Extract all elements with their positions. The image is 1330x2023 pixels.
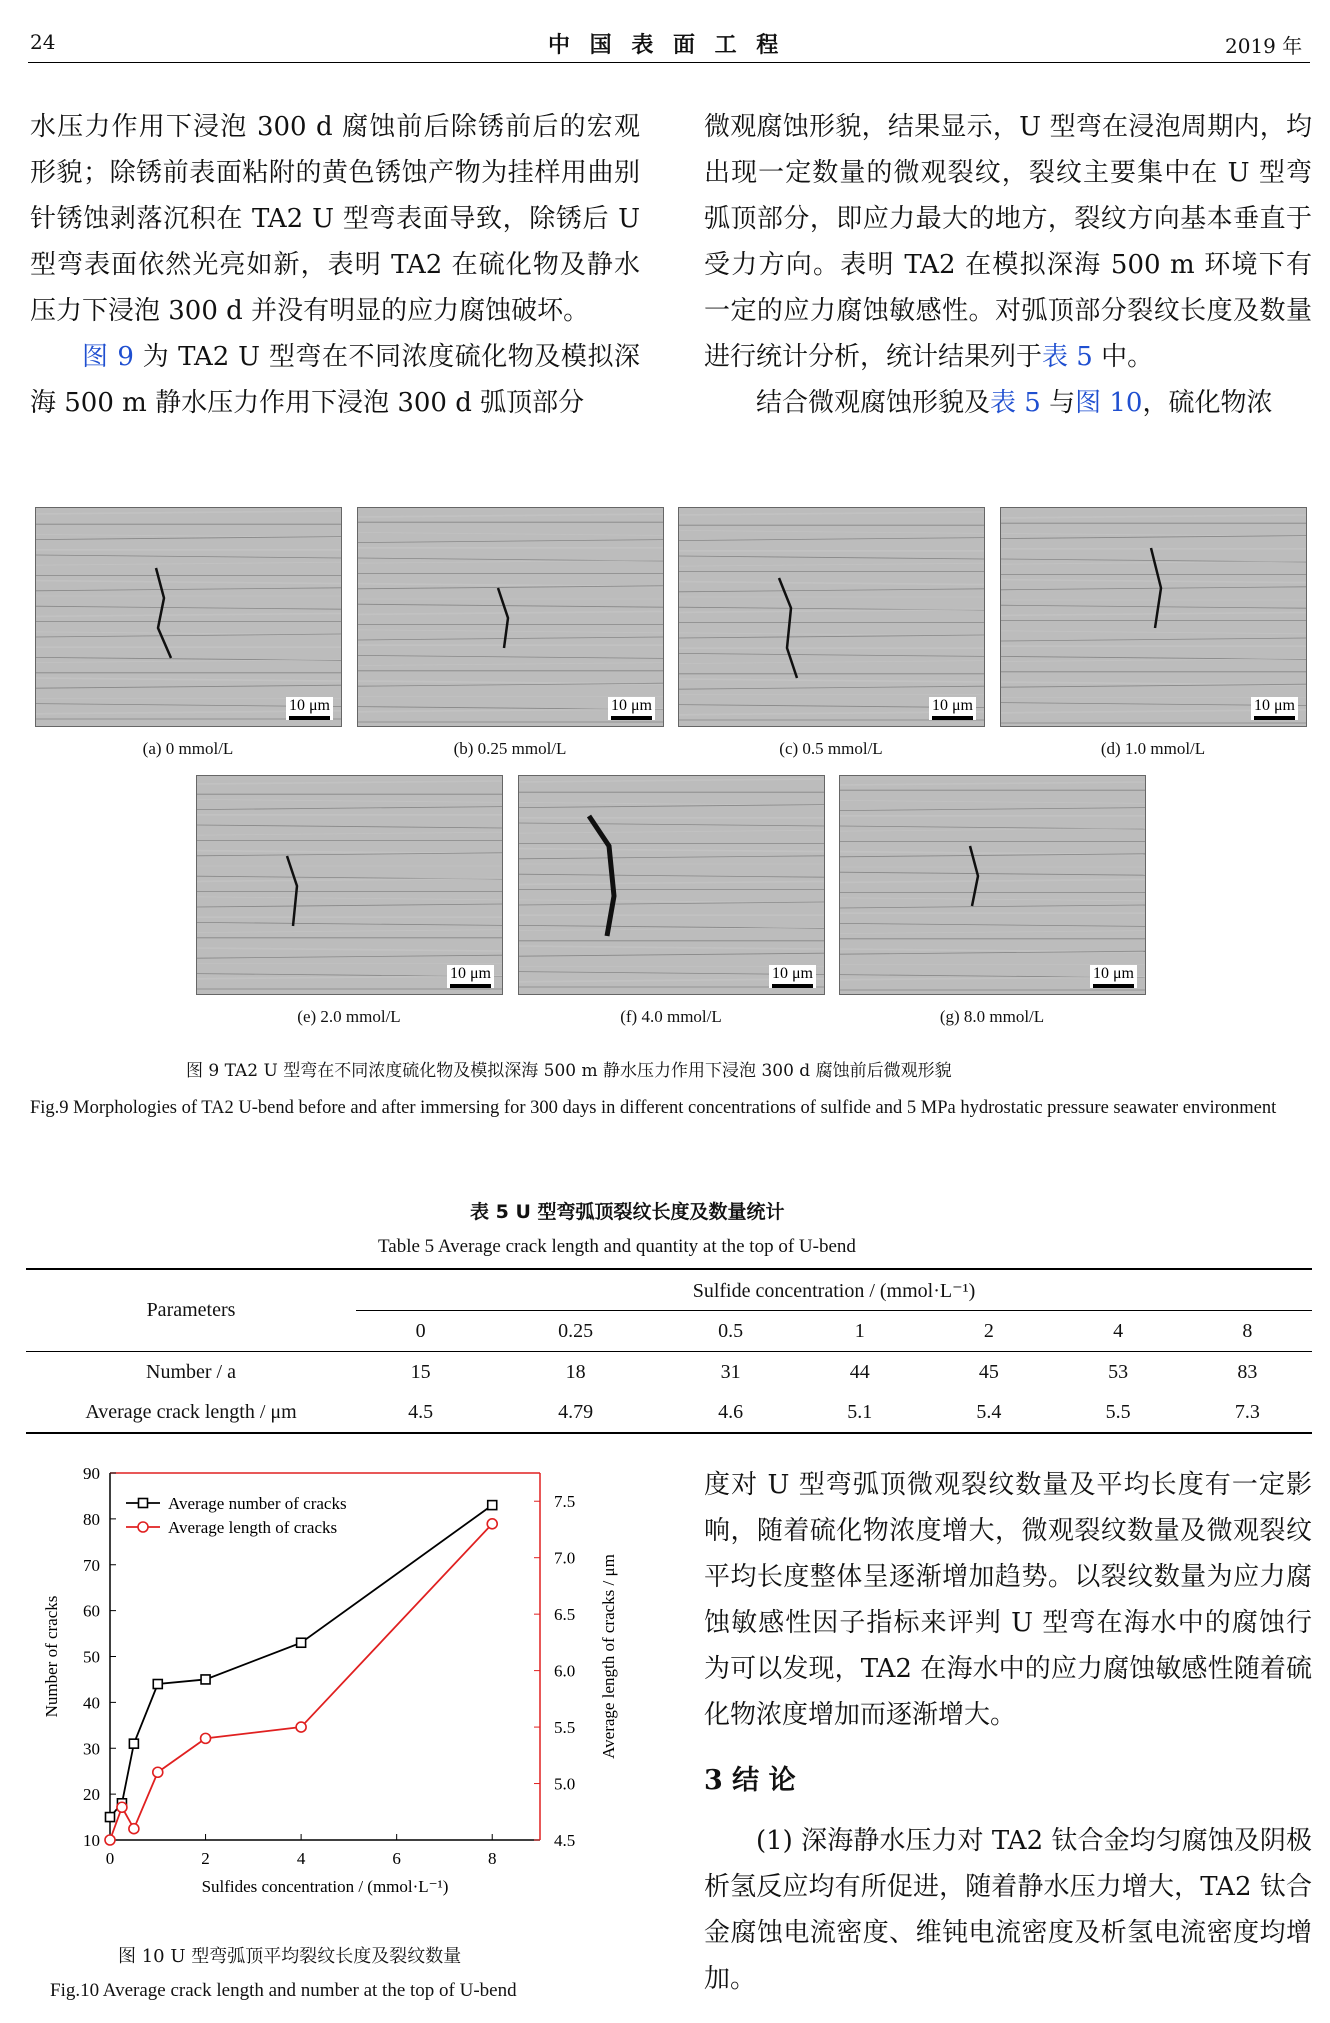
y2-tick-label: 6.5 (554, 1605, 576, 1625)
y-tick-label: 70 (83, 1555, 100, 1575)
y2-tick-label: 4.5 (554, 1831, 576, 1850)
table5-link-2[interactable]: 表 5 (990, 388, 1041, 418)
sem-micrograph (358, 508, 663, 726)
legend-marker (138, 1522, 148, 1532)
data-point (105, 1835, 115, 1845)
right-paragraph-1: 微观腐蚀形貌，结果显示，U 型弯在浸泡周期内，均出现一定数量的微观裂纹，裂纹主要集中在 U 型弯弧顶部分，即应力最大的地方，裂纹方向基本垂直于受力方向。表明 TA2 在模拟深海 500 m 环境下有一定的应力腐蚀敏感性。对弧顶部分裂纹长度及数量进行统计分析，统计结果列于表 5 中。 (704, 112, 1312, 372)
sem-micrograph (197, 776, 502, 994)
table-cell: 7.3 (1234, 1400, 1260, 1423)
data-point (117, 1802, 127, 1812)
fig10-caption-en: Fig.10 Average crack length and number at the top of U-bend (50, 1980, 517, 2001)
header-rule (28, 62, 1310, 63)
fig9-link[interactable]: 图 9 (82, 342, 134, 372)
sem-panel-caption: (f) 4.0 mmol/L (620, 1007, 722, 1026)
scale-bar: 10 μm (929, 697, 976, 720)
table-cell: 4.5 (408, 1400, 434, 1423)
conc-cell: 1 (854, 1319, 865, 1342)
table-cell: 31 (720, 1360, 741, 1383)
table-row (26, 1352, 1312, 1393)
sem-panel (839, 775, 1146, 995)
sem-panel-caption: (a) 0 mmol/L (142, 739, 234, 758)
row-label: Number / a (146, 1360, 236, 1383)
x-tick-label: 2 (201, 1849, 210, 1868)
year: 2019 年 (1225, 34, 1303, 58)
data-point (201, 1675, 210, 1684)
data-point (297, 1638, 306, 1647)
table-cell: 18 (565, 1360, 586, 1383)
x-tick-label: 0 (105, 1849, 115, 1868)
sem-panel (35, 507, 342, 727)
y2-tick-label: 7.0 (554, 1548, 576, 1568)
right-lower-paragraph-1: 度对 U 型弯弧顶微观裂纹数量及平均长度有一定影响，随着硫化物浓度增大，微观裂纹数量及微观裂纹平均长度整体呈逐渐增加趋势。以裂纹数量为应力腐蚀敏感性因子指标来评判 U 型弯在海水中的腐蚀行为可以发现，TA2 在海水中的应力腐蚀敏感性随着硫化物浓度增加而逐渐增大。 (704, 1470, 1312, 1730)
fig9-caption-en: Fig.9 Morphologies of TA2 U-bend before and after immersing for 300 days in different concentrations of sulfide and 5 MPa hydrostatic pressure seawater environment (30, 1098, 1277, 1118)
data-point (488, 1501, 497, 1510)
right-lower-column (704, 1462, 1312, 2002)
sem-panel (518, 775, 825, 995)
conc-cell: 0.25 (558, 1319, 594, 1342)
conc-cell: 0 (415, 1319, 426, 1342)
table-cell: 4.6 (718, 1400, 744, 1423)
scale-bar: 10 μm (1251, 697, 1298, 720)
y2-tick-label: 6.0 (554, 1661, 576, 1681)
data-point (153, 1680, 162, 1689)
y-tick-label: 30 (83, 1739, 100, 1759)
sem-panel-caption: (c) 0.5 mmol/L (779, 739, 883, 758)
fig10-caption-cn: 图 10 U 型弯弧顶平均裂纹长度及裂纹数量 (118, 1946, 462, 1967)
sem-micrograph (840, 776, 1145, 994)
scale-bar: 10 μm (769, 965, 816, 988)
y-axis-label: Number of cracks (42, 1595, 61, 1718)
scale-bar: 10 μm (286, 697, 333, 720)
fig10-chart (30, 1455, 630, 1915)
table-cell: 4.79 (558, 1400, 594, 1423)
table-cell: 5.4 (976, 1400, 1002, 1423)
series-line (110, 1505, 492, 1817)
right-lower-paragraph-2: (1) 深海静水压力对 TA2 钛合金均匀腐蚀及阴极析氢反应均有所促进，随着静水压力增大，TA2 钛合金腐蚀电流密度、维钝电流密度及析氢电流密度均增加。 (704, 1826, 1312, 1994)
scale-bar: 10 μm (447, 965, 494, 988)
group-header: Sulfide concentration / (mmol·L⁻¹) (356, 1269, 1312, 1311)
sem-panel (678, 507, 985, 727)
section-title: 3 结 论 (704, 1765, 796, 1796)
legend-label: Average number of cracks (168, 1494, 347, 1513)
sem-panel-caption: (e) 2.0 mmol/L (297, 1007, 401, 1026)
table-row (26, 1392, 1312, 1433)
sem-panel-caption: (b) 0.25 mmol/L (453, 739, 567, 758)
x-tick-label: 4 (296, 1849, 306, 1868)
data-point (129, 1739, 138, 1748)
page-number: 24 (30, 30, 56, 54)
sem-micrograph (36, 508, 341, 726)
sem-panel-caption: (g) 8.0 mmol/L (939, 1007, 1045, 1026)
table5-link[interactable]: 表 5 (1042, 342, 1093, 372)
data-point (129, 1824, 139, 1834)
sem-panel-caption: (d) 1.0 mmol/L (1100, 739, 1206, 758)
y-tick-label: 20 (83, 1785, 100, 1805)
y2-tick-label: 5.5 (554, 1718, 576, 1738)
scale-bar: 10 μm (1090, 965, 1137, 988)
fig10-link[interactable]: 图 10 (1075, 388, 1143, 418)
table5-title-en: Table 5 Average crack length and quantity at the top of U-bend (378, 1236, 856, 1257)
left-paragraph-1: 水压力作用下浸泡 300 d 腐蚀前后除锈前后的宏观形貌；除锈前表面粘附的黄色锈蚀产物为挂样用曲别针锈蚀剥落沉积在 TA2 U 型弯表面导致，除锈后 U 型弯表面依然光亮如新，表明 TA2 在硫化物及静水压力下浸泡 300 d 并没有明显的应力腐蚀破坏。 (30, 112, 640, 326)
table-cell: 83 (1237, 1360, 1258, 1383)
left-paragraph-2: 图 9 为 TA2 U 型弯在不同浓度硫化物及模拟深海 500 m 静水压力作用下浸泡 300 d 弧顶部分 (30, 342, 640, 418)
data-point (296, 1722, 306, 1732)
conc-cell: 4 (1113, 1319, 1124, 1342)
row-label: Average crack length / μm (85, 1400, 297, 1423)
scale-bar: 10 μm (608, 697, 655, 720)
series-line (110, 1524, 492, 1840)
right-paragraph-2: 结合微观腐蚀形貌及表 5 与图 10，硫化物浓 (756, 388, 1273, 418)
y-tick-label: 60 (83, 1601, 100, 1621)
data-point (487, 1519, 497, 1529)
table-cell: 15 (410, 1360, 431, 1383)
y2-tick-label: 5.0 (554, 1774, 576, 1794)
x-tick-label: 8 (487, 1849, 497, 1868)
journal-title: 中 国 表 面 工 程 (548, 33, 785, 58)
legend-marker (139, 1499, 148, 1508)
x-axis-label: Sulfides concentration / (mmol·L⁻¹) (201, 1877, 449, 1896)
data-point (106, 1813, 115, 1822)
legend-label: Average length of cracks (168, 1518, 338, 1537)
conc-cell: 8 (1242, 1319, 1253, 1342)
sem-micrograph (519, 776, 824, 994)
table5 (26, 1268, 1312, 1434)
table-header-row (26, 1269, 1312, 1311)
left-column (30, 104, 640, 426)
table-cell: 45 (978, 1360, 999, 1383)
y-tick-label: 80 (83, 1509, 100, 1529)
table-cell: 44 (849, 1360, 870, 1383)
table-cell: 5.1 (847, 1400, 873, 1423)
data-point (201, 1733, 211, 1743)
conc-cell: 2 (983, 1319, 994, 1342)
y-tick-label: 10 (83, 1831, 100, 1850)
y2-tick-label: 7.5 (554, 1492, 576, 1512)
sem-panel (357, 507, 664, 727)
right-column (704, 104, 1312, 426)
param-header: Parameters (26, 1269, 356, 1352)
data-point (153, 1767, 163, 1777)
y-tick-label: 40 (83, 1693, 100, 1713)
table-cell: 53 (1108, 1360, 1129, 1383)
sem-panel (1000, 507, 1307, 727)
sem-micrograph (1001, 508, 1306, 726)
sem-micrograph (679, 508, 984, 726)
sem-panel (196, 775, 503, 995)
y-tick-label: 50 (83, 1647, 100, 1667)
table5-title-cn: 表 5 U 型弯弧顶裂纹长度及数量统计 (470, 1201, 785, 1223)
x-tick-label: 6 (392, 1849, 401, 1868)
y-tick-label: 90 (83, 1464, 100, 1483)
fig9-caption-cn: 图 9 TA2 U 型弯在不同浓度硫化物及模拟深海 500 m 静水压力作用下浸泡 300 d 腐蚀前后微观形貌 (186, 1061, 952, 1081)
conc-cell: 0.5 (718, 1319, 744, 1342)
table-cell: 5.5 (1105, 1400, 1131, 1423)
y2-axis-label: Average length of cracks / μm (599, 1554, 618, 1759)
